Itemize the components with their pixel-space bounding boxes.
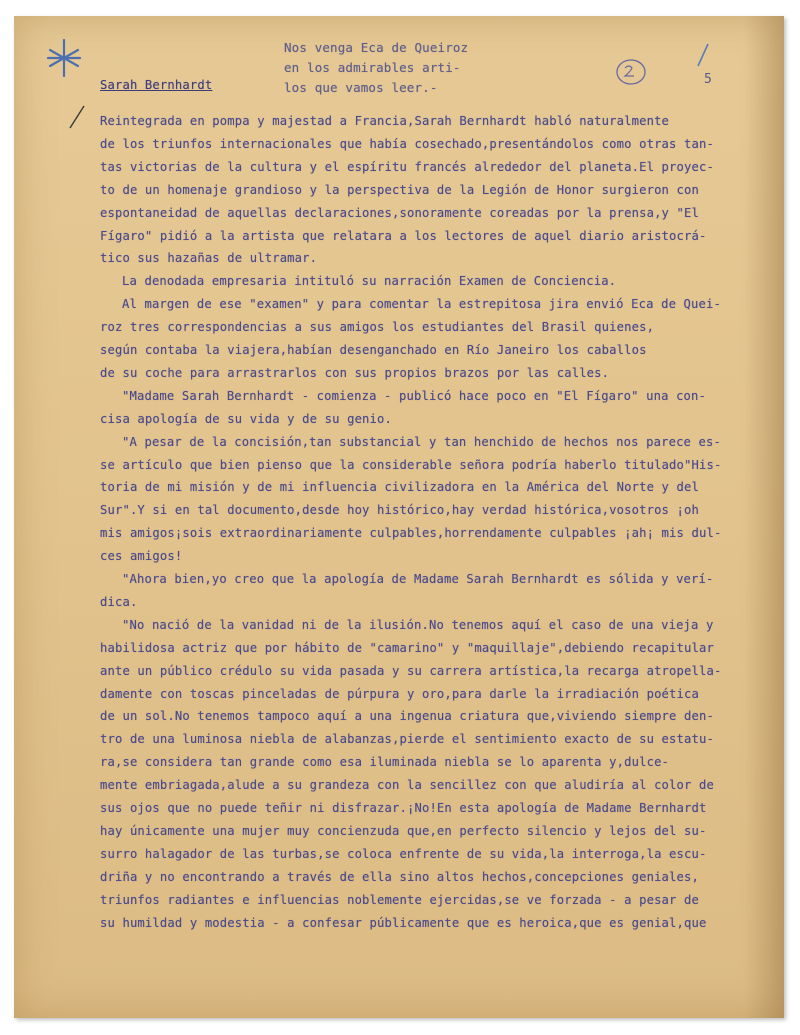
side-number: 5 — [704, 72, 712, 87]
document-title: Sarah Bernhardt — [100, 78, 213, 92]
blue-pencil-asterisk-mark — [46, 36, 82, 80]
body-line: de su coche para arrastrarlos con sus propios brazos por las calles. — [100, 365, 610, 380]
body-line: tro de una luminosa niebla de alabanzas,pierde el sentimiento exacto de su estatu- — [100, 732, 714, 747]
body-line: hay únicamente una mujer muy concienzuda que,en perfecto silencio y lejos del su- — [100, 823, 707, 838]
body-line: habilidosa actriz que por hábito de "camarino" y "maquillaje",debiendo recapitular — [100, 640, 714, 655]
note-line-2: en los admirables arti- — [284, 60, 461, 75]
circled-page-number-mark — [614, 56, 648, 88]
body-line: se artículo que bien pienso que la considerable señora podría haberlo titulado"His- — [100, 457, 722, 472]
body-line: surro halagador de las turbas,se coloca enfrente de su vida,la interroga,la escu- — [100, 846, 707, 861]
body-line: "A pesar de la concisión,tan substancial y tan henchido de hechos nos parece es- — [122, 434, 721, 449]
body-line: damente con toscas pinceladas de púrpura y oro,para darle la irradiación poética — [100, 686, 699, 701]
body-line: "Ahora bien,yo creo que la apología de Madame Sarah Bernhardt es sólida y verí- — [122, 572, 714, 586]
body-line: tas victorias de la cultura y el espíritu francés alrededor del planeta.El proyec- — [100, 159, 714, 174]
body-line: de los triunfos internacionales que había cosechado,presentándolos como otras tan- — [100, 136, 714, 151]
body-line: mis amigos¡sois extraordinariamente culpables,horrendamente culpables ¡ah¡ mis dul- — [100, 526, 722, 541]
body-line: su humildad y modestia - a confesar públicamente que es heroica,que es genial,que — [100, 915, 707, 930]
body-line: ces amigos! — [100, 549, 183, 564]
body-line: espontaneidad de aquellas declaraciones,sonoramente coreadas por la prensa,y "El — [100, 205, 699, 220]
body-line: Fígaro" pidió a la artista que relatara a los lectores de aquel diario aristocrá- — [100, 228, 707, 243]
body-line: triunfos radiantes e influencias noblemente ejercidas,se ve forzada - a pesar de — [100, 892, 699, 907]
body-line: ra,se considera tan grande como esa iluminada niebla se lo aparenta y,dulce- — [100, 755, 670, 770]
body-line: tico sus hazañas de ultramar. — [100, 251, 318, 266]
note-line-1: Nos venga Eca de Queiroz — [284, 40, 469, 55]
body-line: La denodada empresaria intituló su narración Examen de Conciencia. — [122, 274, 617, 289]
body-line: de un sol.No tenemos tampoco aquí a una ingenua criatura que,viviendo siempre den- — [100, 709, 714, 724]
body-line: toria de mi misión y de mi influencia civilizadora en la América del Norte y del — [100, 480, 699, 495]
body-line: driña y no encontrando a través de ella sino altos hechos,concepciones geniales, — [100, 869, 699, 884]
body-line: Reintegrada en pompa y majestad a Francia,Sarah Bernhardt habló naturalmente — [100, 114, 670, 128]
pencil-slash-mark — [694, 42, 712, 68]
body-line: roz tres correspondencias a sus amigos los estudiantes del Brasil quienes, — [100, 320, 655, 335]
pencil-stroke-mark — [66, 104, 90, 130]
body-line: ante un público crédulo su vida pasada y su carrera artística,la recarga atropella- — [100, 663, 722, 678]
note-line-3: los que vamos leer.- — [284, 80, 438, 95]
body-line: cisa apología de su vida y de su genio. — [100, 411, 393, 426]
body-line: Sur".Y si en tal documento,desde hoy histórico,hay verdad histórica,vosotros ¡oh — [100, 503, 699, 518]
body-line: Al margen de ese "examen" y para comentar la estrepitosa jira envió Eca de Quei- — [122, 297, 721, 312]
body-line: mente embriagada,alude a su grandeza con la sencillez con que aludiría al color de — [100, 778, 714, 793]
body-line: to de un homenaje grandioso y la perspectiva de la Legión de Honor surgieron con — [100, 182, 699, 197]
body-line: "No nació de la vanidad ni de la ilusión.No tenemos aquí el caso de una vieja y — [122, 617, 714, 632]
body-line: dica. — [100, 594, 138, 609]
document-page — [14, 16, 784, 1018]
body-line: sus ojos que no puede teñir ni disfrazar.¡No!En esta apología de Madame Bernhardt — [100, 801, 707, 815]
body-line: según contaba la viajera,habían desenganchado en Río Janeiro los caballos — [100, 343, 647, 357]
body-line: "Madame Sarah Bernhardt - comienza - publicó hace poco en "El Fígaro" una con- — [122, 388, 707, 403]
